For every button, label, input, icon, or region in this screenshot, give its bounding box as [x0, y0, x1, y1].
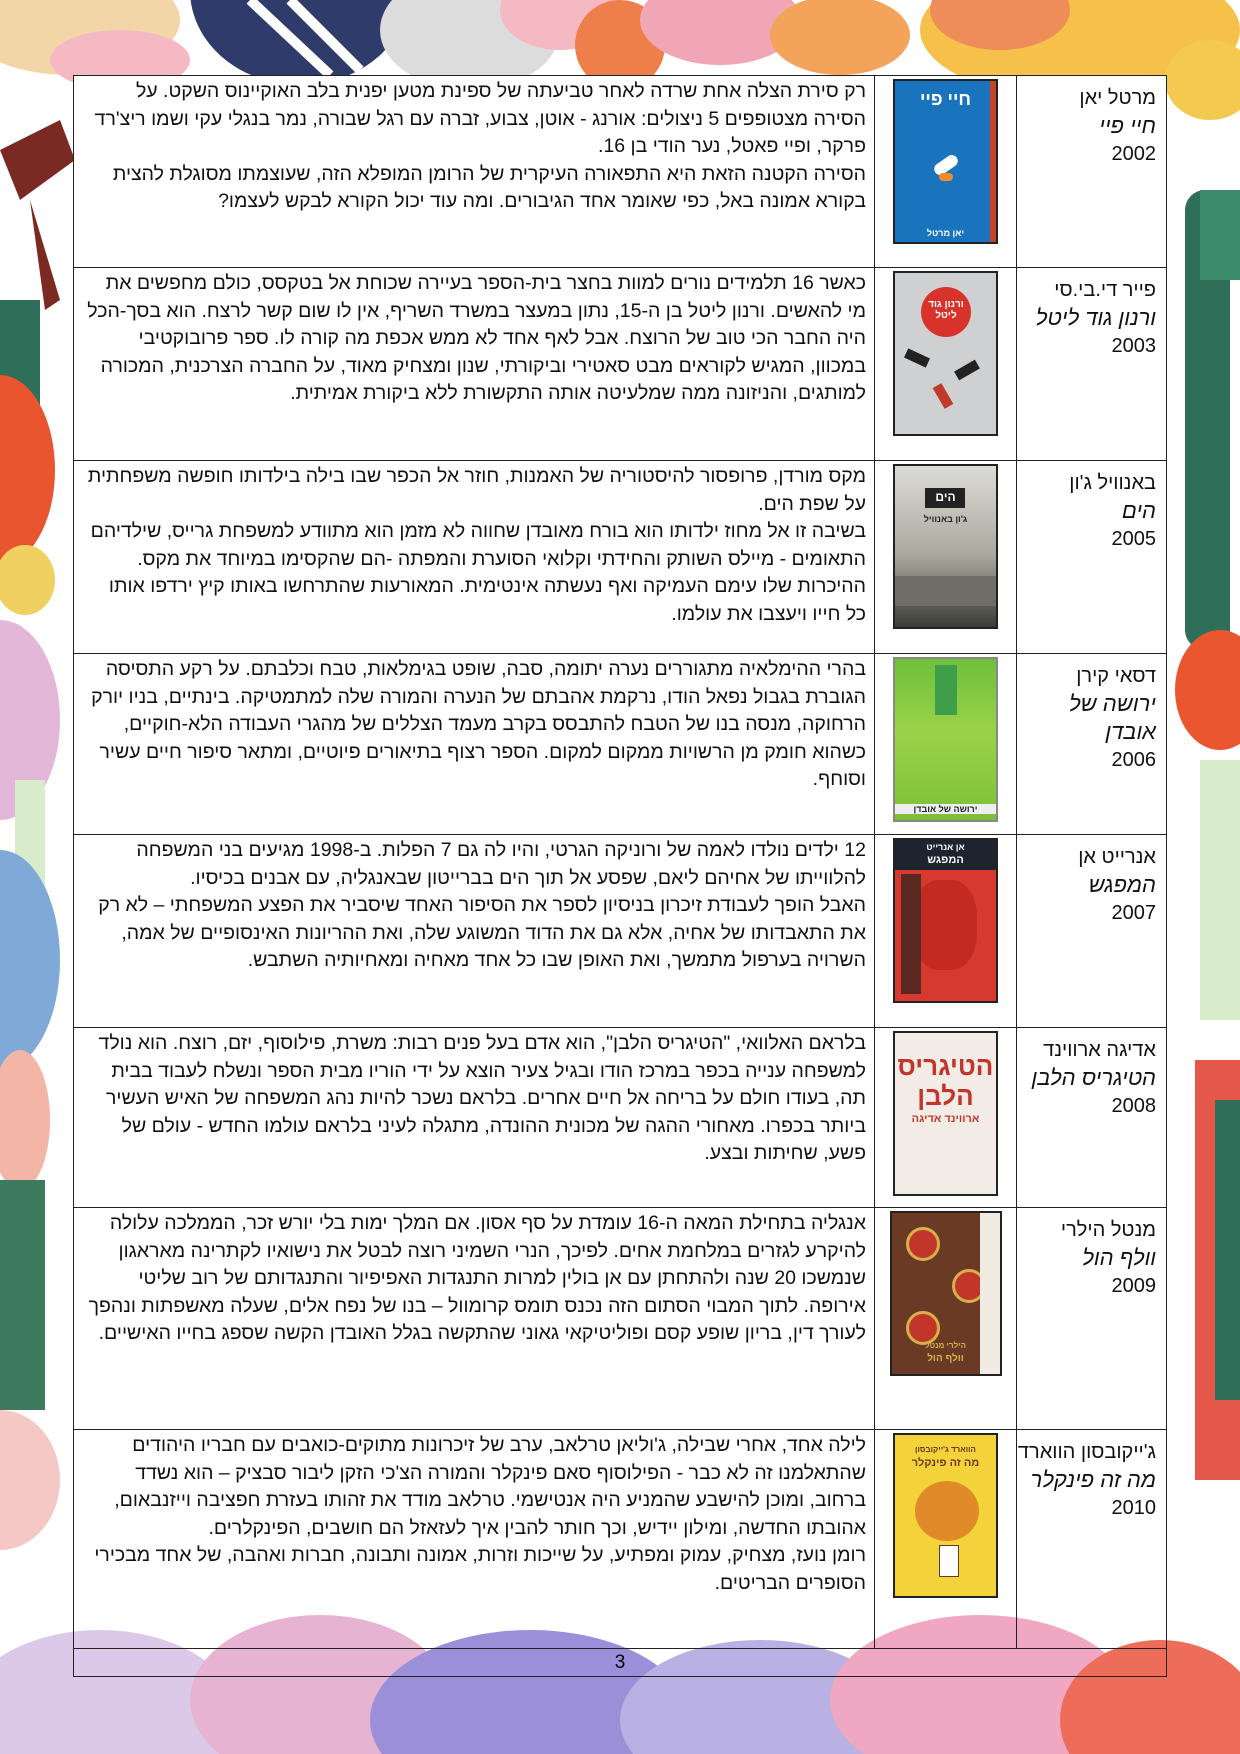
cover-figure: [939, 1545, 959, 1577]
book-cover-image: [893, 1031, 998, 1196]
cover-cell: [875, 461, 1017, 654]
table-row: [74, 1208, 1167, 1430]
microphone-shape: [954, 360, 980, 381]
cover-cell: [875, 654, 1017, 835]
book-info: [1017, 1028, 1167, 1208]
cover-title: ורנון גוד ליטל: [928, 299, 964, 321]
microphone-shape: [933, 383, 954, 409]
description-paragraph: בלראם האלוואי, "הטיגריס הלבן", הוא אדם בעל פנים רבות: משרת, פילוסוף, יזם, רוצח. הוא נולד למשפחה ענייה בכפר במרכז הודו ובגיל צעיר הוצא על ידי הוריו מבית הספר ונשלח לעבוד בבית תה, בעודו חולם על בריחה אל חיים אחרים. בלראם נשכר להיות נהג המשפחה של האיש העשיר ביותר בכפרו. מאחורי ההגה של מכונית ההונדה, מתגלה לעיני בלראם עולמו החדש - עולם של פשע, שחיתות ובצע.: [98, 1032, 866, 1164]
cover-title: המפגש: [927, 854, 964, 866]
book-info: [1017, 76, 1167, 268]
cover-spine-stripe: [990, 81, 996, 242]
book-info: [1017, 1208, 1167, 1430]
cover-author: אן אנרייט: [926, 842, 965, 852]
book-cover-image: [890, 1211, 1002, 1376]
book-cover-image: [893, 271, 998, 436]
table-row: [74, 268, 1167, 461]
description-paragraph: מקס מורדן, פרופסור להיסטוריה של האמנות, חוזר אל הכפר שבו בילה בילדותו חופשה משפחתית על שפת הים.: [87, 465, 866, 515]
description-paragraph: רק סירת הצלה אחת שרדה לאחר טביעתה של ספינת מטען יפנית בלב האוקיינוס השקט. על הסירה מצטופפים 5 ניצולים: אורנג - אוטן, צבוע, זברה עם רגל שבורה, נמר בנגלי עקי ושמו ריצ'רד פרקר, ופיי פאטל, נער הודי בן 16.: [94, 80, 866, 157]
book-author: מנטל הילרי: [1060, 1219, 1156, 1241]
tiger-shape: [939, 173, 953, 181]
book-info: [1017, 461, 1167, 654]
cover-title: וולף הול: [927, 1353, 964, 1364]
page-number: 3: [74, 1649, 1167, 1677]
description-paragraph: 12 ילדים נולדו לאמה של ורוניקה הגרטי, והיו לה גם 7 הפלות. ב-1998 מגיעים בני המשפחה להלווייתו של אחיהם ליאם, שפסע אל תוך הים בברייטון שבאנגליה, עם אבנים בכיסיו.: [136, 839, 866, 889]
sea-shape: [895, 576, 996, 606]
description-paragraph: בהרי ההימלאיה מתגוררים נערה יתומה, סבה, שופט בגימלאות, טבח וכלבתם. על רקע התסיסה הגוברת בגבול נפאל הודו, נרקמת אהבתם של הנערה והמורה שלה למתמטיקה. בינתיים, בניו יורק הרחוקה, מנסה בנו של הטבח להתבסס בקרב מעמד הצללים של מהגרי העבודה הלא-חוקיים, כשהוא חומק מן הרשויות ממקום למקום. הספר רצוף בתיאורים פיוטיים, ומתאר סיפור חיים עשיר וסוחף.: [91, 658, 866, 790]
book-title: חיי פיי: [1099, 113, 1156, 138]
cover-cell: [875, 1208, 1017, 1430]
table-row: [74, 654, 1167, 835]
hair-shape: [901, 874, 921, 994]
book-title: המפגש: [1088, 872, 1156, 897]
description-paragraph: האבל הופך לעבודת זיכרון בניסיון לספר את הסיפור האחד שיסביר את הפצע המשפחתי – לא רק את התאבדותו של אחיה, אלא גם את הדוד המשוגע שלה, ואת ההריונות האינסופיים של אמה, השרויה בערפול מתמשך, ואת האופן שבו כל אחד מאחיה ומאחיותיה השתבש.: [98, 894, 866, 971]
book-cover-image: [893, 838, 998, 1003]
description-paragraph: לילה אחד, אחרי שבילה, ג'וליאן טרלאב, ערב של זיכרונות מתוקים-כואבים עם חבריו היהודים שהתאלמנו זה לא כבר - הפילוסוף סאם פינקלר והמורה הצ'כי הזקן ליבור סבציק – הוא נשדד ברחוב, ומוכן להישבע שהמניע היה אנטישמי. טרלאב מודד את זהותו בעזרת חפציבה וייזנבאום, אהובתו החדשה, ומילון יידיש, וכך חותר להבין איך לעזאזל הם חושבים, הפינקלרים.: [114, 1434, 866, 1539]
table-row: [74, 1028, 1167, 1208]
cover-title: חיי פיי: [919, 89, 972, 109]
table-row: [74, 835, 1167, 1028]
books-table: [73, 75, 1167, 1677]
cover-author: ג'ון באנוויל: [923, 514, 968, 524]
cover-ornament: [906, 1311, 940, 1345]
book-info: [1017, 1430, 1167, 1649]
book-year: 2007: [1111, 902, 1156, 924]
face-shape: [913, 880, 977, 970]
book-cover-image: [893, 1433, 998, 1598]
book-description: [74, 654, 875, 835]
description-paragraph: רומן נועז, מצחיק, עמוק ומפתיע, על שייכות וזרות, אמונה ותבונה, חברות ואהבה, של אחד מבכירי הסופרים הבריטים.: [94, 1544, 866, 1594]
cover-cell: [875, 1028, 1017, 1208]
book-author: באנוויל ג'ון: [1069, 472, 1156, 494]
cover-ornament: [906, 1227, 940, 1261]
cover-title: מה זה פינקלר: [911, 1457, 980, 1469]
book-year: 2009: [1111, 1275, 1156, 1297]
book-title: הים: [1121, 498, 1156, 523]
book-description: [74, 461, 875, 654]
book-year: 2005: [1111, 528, 1156, 550]
table-row: [74, 76, 1167, 268]
cover-author: ארווינד אדיגה: [911, 1113, 980, 1125]
book-description: [74, 76, 875, 268]
description-paragraph: כאשר 16 תלמידים נורים למוות בחצר בית-הספר בעיירה שכוחת אל בטקסס, כולם מחפשים את מי להאשים. ורנון ליטל בן ה-15, נתון במעצר במשרד השריף, אין לו שום קשר לרצח. הוא בסך-הכל היה החבר הכי טוב של הרוצח. אבל לאף אחד לא ממש אכפת מה קורה לו. ספר פרובוקטיבי במכוון, המגיש לקוראים מבט סאטירי וביקורתי, שנון ומצחיק מאוד, על החברה הצרכנית, המכורה למותגים, והניזונה ממה שמלעיטה אותה התקשורת ללא ביקורת אמיתית.: [87, 272, 866, 404]
book-info: [1017, 654, 1167, 835]
book-author: דסאי קירן: [1076, 665, 1156, 687]
cover-author: הווארד ג'ייקובסון: [915, 1445, 976, 1454]
figure-shape: [935, 665, 957, 715]
cover-title: הים: [935, 490, 956, 504]
book-year: 2003: [1111, 335, 1156, 357]
book-year: 2002: [1111, 143, 1156, 165]
book-title: ורנון גוד ליטל: [1035, 305, 1156, 330]
book-year: 2008: [1111, 1095, 1156, 1117]
book-description: [74, 268, 875, 461]
book-title: ירושה של אובדן: [1068, 691, 1156, 744]
book-cover-image: [893, 79, 998, 244]
cover-cell: [875, 76, 1017, 268]
book-title: וולף הול: [1082, 1245, 1156, 1270]
book-description: [74, 1208, 875, 1430]
cover-cell: [875, 1430, 1017, 1649]
book-title: הטיגריס הלבן: [1031, 1065, 1156, 1090]
cover-title: ירושה של אובדן: [895, 804, 996, 814]
book-author: אדיגה ארווינד: [1043, 1039, 1156, 1061]
microphone-shape: [904, 348, 930, 367]
book-author: ג'ייקובסון הווארד: [1017, 1441, 1156, 1463]
book-info: [1017, 268, 1167, 461]
book-year: 2010: [1111, 1497, 1156, 1519]
description-paragraph: בשיבה זו אל מחוז ילדותו הוא בורח מאובדן שחווה לא מזמן הוא מתוודע למשפחת גרייס, שילדיהם התאומים - מיילס השותק והחידתי וקלואי הסוערת והמפתה -הם שהקסימו במיוחד את מקס. ההיכרות שלו עימם העמיקה ואף נעשתה אינטימית. המאורעות שהתרחשו באותו קיץ ירדפו אותו כל חייו ויעצבו את עולמו.: [90, 520, 866, 625]
book-description: [74, 835, 875, 1028]
table-row: [74, 461, 1167, 654]
cover-cell: [875, 835, 1017, 1028]
table-row: [74, 1430, 1167, 1649]
book-author: מרטל יאן: [1079, 87, 1156, 109]
book-author: פייר די.בי.סי: [1054, 279, 1156, 301]
book-cover-image: [893, 657, 998, 822]
description-paragraph: אנגליה בתחילת המאה ה-16 עומדת על סף אסון. אם המלך ימות בלי יורש זכר, הממלכה עלולה להיקרע לגזרים במלחמת אחים. לפיכך, הנרי השמיני רוצה לבטל את נישואיו לקתרינה מאראגון שנמשכו 20 שנה ולהתחתן עם אן בולין למרות התנגדות האפיפיור והתנגדותם של רוב שליטי אירופה. לתוך המבוי הסתום הזה נכנס תומס קרומוול – בנו של נפח אלים, שעלה מאשפתות ונהפך לעורך דין, בריון שופע קסם ופוליטיקאי גאוני שהתקשה בגלל האובדן הקשה שספג בחייו האישיים.: [88, 1212, 866, 1344]
book-year: 2006: [1111, 749, 1156, 771]
book-title: מה זה פינקלר: [1030, 1467, 1156, 1492]
cover-title: הטיגריס הלבן: [897, 1051, 994, 1111]
cover-leaf-cluster: [915, 1481, 979, 1541]
cover-author: הילרי מנטל: [925, 1341, 966, 1350]
book-cover-image: [893, 464, 998, 629]
book-author: אנרייט אן: [1078, 846, 1156, 868]
book-info: [1017, 835, 1167, 1028]
cover-author: יאן מרטל: [926, 228, 965, 238]
description-paragraph: הסירה הקטנה הזאת היא התפאורה העיקרית של הרומן המופלא הזה, שעוצמתו מסוגלת להצית בקורא אמונה באל, כפי שאומר אחד הגיבורים. ומה עוד יכול הקורא לבקש לעצמו?: [112, 162, 866, 212]
cover-cell: [875, 268, 1017, 461]
book-description: [74, 1028, 875, 1208]
book-description: [74, 1430, 875, 1649]
page-footer-row: [74, 1649, 1167, 1677]
